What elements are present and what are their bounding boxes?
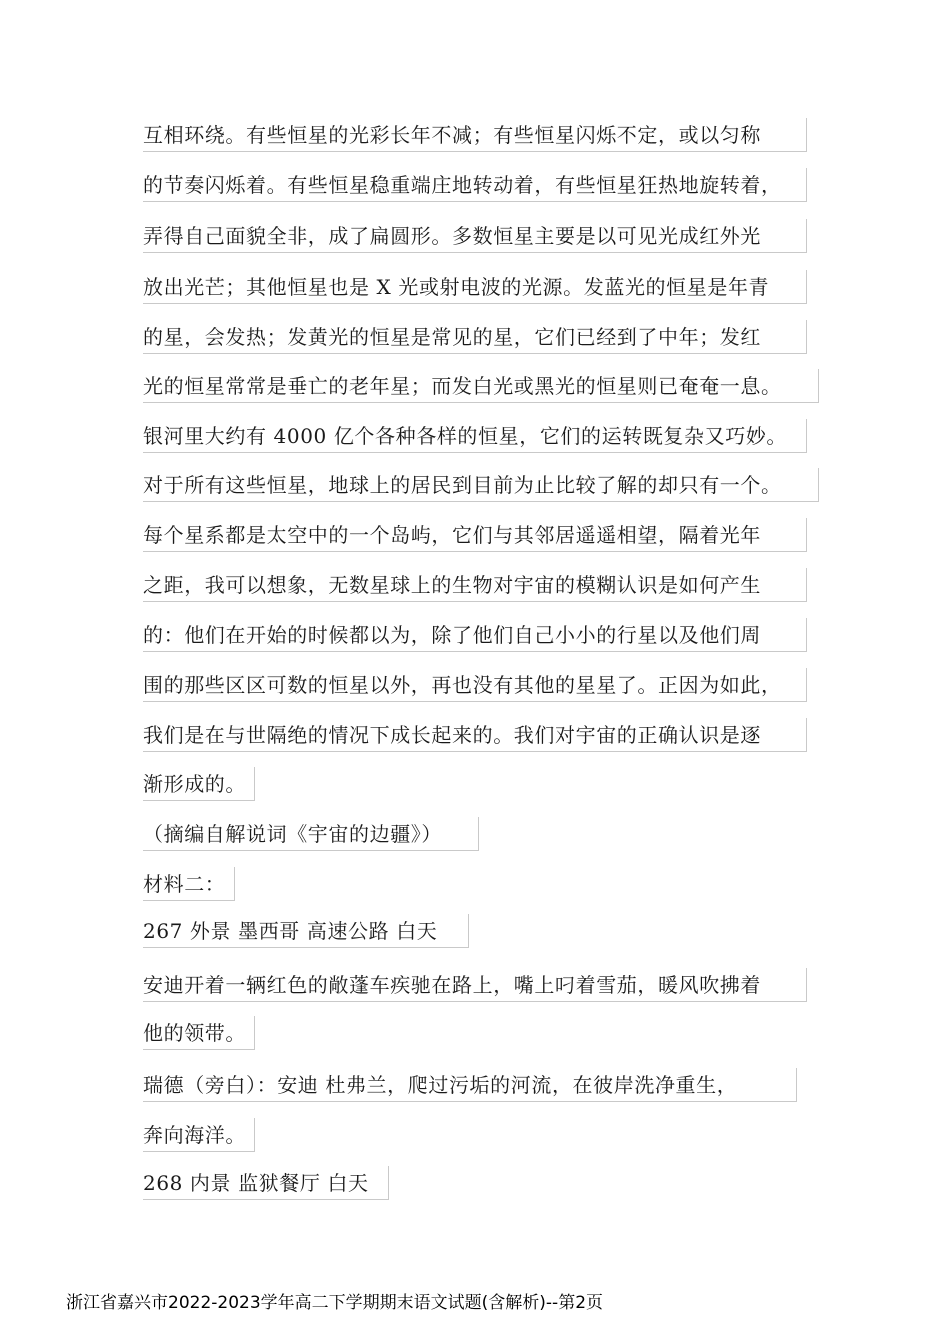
narration-line: 奔向海洋。 xyxy=(143,1118,255,1152)
text-line: 我们是在与世隔绝的情况下成长起来的。我们对宇宙的正确认识是逐 xyxy=(143,718,807,752)
text-line: 的星，会发热；发黄光的恒星是常见的星，它们已经到了中年；发红 xyxy=(143,320,807,354)
source-citation: （摘编自解说词《宇宙的边疆》） xyxy=(143,817,479,851)
text-line: 每个星系都是太空中的一个岛屿，它们与其邻居遥遥相望，隔着光年 xyxy=(143,518,807,552)
text-line: 的节奏闪烁着。有些恒星稳重端庄地转动着，有些恒星狂热地旋转着， xyxy=(143,168,807,202)
text-line: 安迪开着一辆红色的敞蓬车疾驰在路上，嘴上叼着雪茄，暖风吹拂着 xyxy=(143,968,807,1002)
text-line: 他的领带。 xyxy=(143,1016,255,1050)
scene-heading: 267 外景 墨西哥 高速公路 白天 xyxy=(143,914,469,948)
text-line: 互相环绕。有些恒星的光彩长年不减；有些恒星闪烁不定，或以匀称 xyxy=(143,118,807,152)
text-line: 光的恒星常常是垂亡的老年星；而发白光或黑光的恒星则已奄奄一息。 xyxy=(143,369,819,403)
scene-heading: 268 内景 监狱餐厅 白天 xyxy=(143,1166,389,1200)
text-line: 银河里大约有 4000 亿个各种各样的恒星，它们的运转既复杂又巧妙。 xyxy=(143,419,807,453)
narration-line: 瑞德（旁白）：安迪 杜弗兰，爬过污垢的河流，在彼岸洗净重生， xyxy=(143,1068,797,1102)
text-line: 的：他们在开始的时候都以为，除了他们自己小小的行星以及他们周 xyxy=(143,618,807,652)
text-line: 对于所有这些恒星，地球上的居民到目前为止比较了解的却只有一个。 xyxy=(143,468,819,502)
text-line: 渐形成的。 xyxy=(143,767,255,801)
text-line: 围的那些区区可数的恒星以外，再也没有其他的星星了。正因为如此， xyxy=(143,668,807,702)
text-line: 弄得自己面貌全非，成了扁圆形。多数恒星主要是以可见光成红外光 xyxy=(143,219,807,253)
text-line: 放出光芒；其他恒星也是 X 光或射电波的光源。发蓝光的恒星是年青 xyxy=(143,270,807,304)
section-heading: 材料二： xyxy=(143,867,235,901)
page-footer: 浙江省嘉兴市2022-2023学年高二下学期期末语文试题(含解析)--第2页 xyxy=(66,1293,604,1313)
text-line: 之距，我可以想象，无数星球上的生物对宇宙的模糊认识是如何产生 xyxy=(143,568,807,602)
